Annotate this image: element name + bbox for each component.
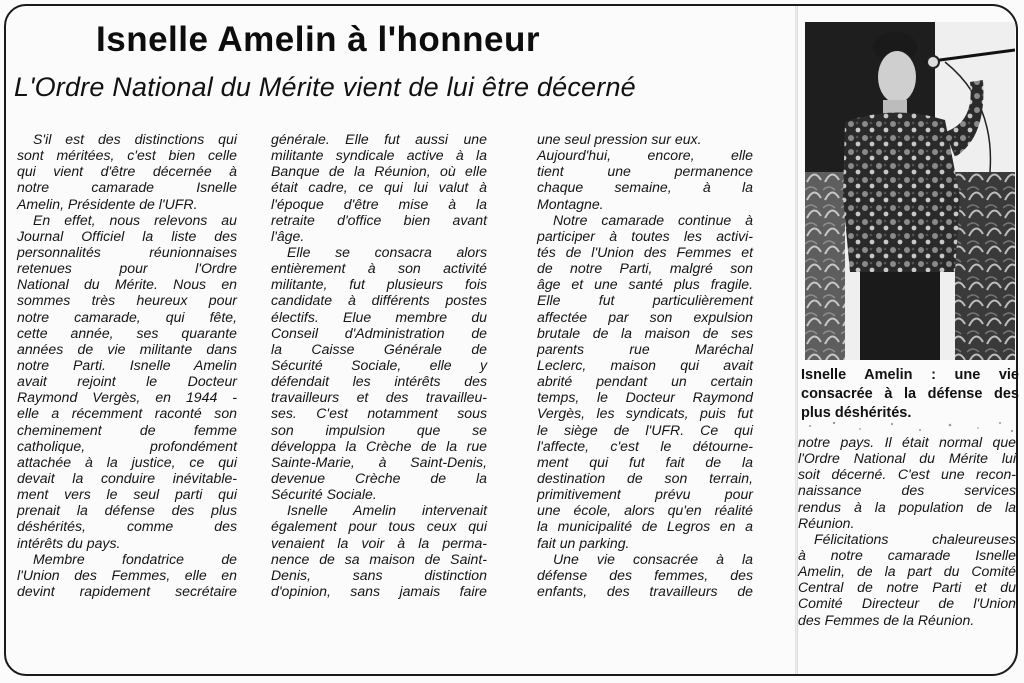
text-line: catholique, profondément — [17, 437, 237, 454]
text-line: venaient la voir à la perma- — [271, 534, 487, 551]
article-headline: Isnelle Amelin à l'honneur — [96, 20, 541, 59]
text-line: Sainte-Marie, à Saint-Denis, — [271, 453, 487, 470]
text-line: Amelin, Présidente de l'UFR. — [17, 195, 198, 212]
text-line: prenait la défense des plus — [17, 502, 237, 519]
text-line: abrité pendant un certain — [537, 373, 753, 390]
portrait-photo — [805, 22, 1015, 360]
text-line: National du Mérite. Nous en — [17, 276, 237, 293]
text-line: une école, alors qu'en réalité — [537, 502, 753, 519]
text-line: Conseil d'Administration de — [271, 324, 487, 341]
text-line: la Caisse Générale de — [271, 340, 487, 357]
text-line: à notre camarade Isnelle — [798, 546, 1016, 563]
text-line: générale. Elle fut aussi une — [271, 131, 487, 147]
text-line: Isnelle Amelin intervenait — [287, 502, 487, 519]
article-column-1 — [17, 131, 237, 599]
text-line: naissance des services — [798, 482, 1016, 499]
text-line: de notre Parti, malgré son — [537, 260, 753, 277]
text-line: l'affecte, c'est le détourne- — [537, 437, 753, 454]
text-line: l'Union des Femmes, elle en — [17, 566, 237, 583]
text-line: rendus à la population de la — [798, 498, 1016, 515]
text-line: était cadre, ce qui lui valut à — [271, 179, 487, 196]
text-line: l'Ordre National du Mérite lui — [798, 450, 1016, 467]
text-line: En effet, nous relevons au — [33, 211, 237, 228]
text-line: attachée à la justice, ce qui — [17, 453, 237, 470]
text-line: Isnelle Amelin : une vie — [801, 367, 1019, 383]
text-line: tient une permanence — [537, 163, 753, 180]
text-line: Amelin, de la part du Comité — [798, 563, 1016, 580]
text-line: sommes très heureux pour — [17, 292, 237, 309]
text-line: déshérités, comme des — [17, 518, 237, 535]
text-line: plus déshérités. — [801, 405, 912, 421]
text-line: primitivement prévu pour — [537, 486, 753, 503]
text-line: Une vie consacrée à la — [553, 550, 753, 567]
text-line: nence de sa maison de Saint- — [271, 550, 487, 567]
text-line: défendait les intérêts des — [271, 373, 487, 390]
text-line: consacrée à la défense des — [801, 386, 1019, 402]
print-smudge — [800, 418, 1020, 436]
text-line: militante, fut plusieurs fois — [271, 276, 487, 293]
text-line: le siège de l'UFR. Ce qui — [537, 421, 753, 438]
text-line: soit décerné. C'est une recon- — [798, 466, 1016, 483]
text-line: défense des femmes, des — [537, 566, 753, 583]
text-line: notre camarade Isnelle — [17, 179, 237, 196]
text-line: Vergès, les syndicats, puis fut — [537, 405, 753, 422]
text-line: Sécurité Sociale. — [271, 486, 377, 503]
text-line: parents rue Maréchal — [537, 340, 753, 357]
text-line: Comité Directeur de l'Union — [798, 595, 1016, 612]
text-line: participer à toutes les activi- — [537, 227, 753, 244]
text-line: notre camarade, qui fête, — [17, 308, 237, 325]
text-line: brutale de la maison de ses — [537, 324, 753, 341]
text-line: retenues pour l'Ordre — [17, 260, 237, 277]
text-line: l'époque d'être mise à la — [271, 195, 487, 212]
text-line: ment qui fut fait de la — [537, 453, 753, 470]
text-line: personnalités réunionnaises — [17, 243, 237, 260]
text-line: devait la conduire inévitable- — [17, 469, 237, 486]
text-line: Central de notre Parti et du — [798, 579, 1016, 596]
text-line: l'âge. — [271, 227, 305, 244]
text-line: également pour tous ceux qui — [271, 518, 487, 535]
text-line: enfants, des travailleurs de — [537, 582, 753, 599]
text-line: fait un parking. — [537, 534, 630, 551]
text-line: d'opinion, sans jamais faire — [271, 582, 487, 599]
text-line: sont méritées, c'est bien celle — [17, 147, 237, 164]
text-line: Montagne. — [537, 195, 604, 212]
text-line: Denis, sans distinction — [271, 566, 487, 583]
text-line: travailleurs et des travailleu- — [271, 389, 487, 406]
text-line: notre Parti. Isnelle Amelin — [17, 356, 237, 373]
text-line: cheminement de femme — [17, 421, 237, 438]
text-line: Aujourd'hui, encore, elle — [537, 147, 753, 164]
text-line: qui vient d'être décernée à — [17, 163, 237, 180]
portrait-photo-illustration — [805, 22, 1015, 360]
text-line: ses. C'est notamment sous — [271, 405, 487, 422]
article-column-4 — [798, 434, 1016, 628]
text-line: électifs. Elue membre du — [271, 308, 487, 325]
text-line: devenue Crèche de la — [271, 469, 487, 486]
text-line: années de vie militante dans — [17, 340, 237, 357]
text-line: S'il est des distinctions qui — [33, 131, 237, 147]
text-line: entièrement à son activité — [271, 260, 487, 277]
text-line: Sécurité Sociale, elle y — [271, 356, 487, 373]
text-line: Réunion. — [798, 514, 855, 531]
text-line: affectée par son expulsion — [537, 308, 753, 325]
photo-caption — [801, 366, 1019, 423]
text-line: avait rejoint le Docteur — [17, 373, 237, 390]
text-line: Banque de la Réunion, où elle — [271, 163, 487, 180]
text-line: des Femmes de la Réunion. — [798, 611, 975, 628]
text-line: Raymond Vergès, en 1944 - — [17, 389, 237, 406]
article-column-2 — [271, 131, 487, 599]
text-line: ment vers le seul parti qui — [17, 486, 237, 503]
text-line: tés de l'Union des Femmes et — [537, 243, 753, 260]
text-line: destination de son terrain, — [537, 469, 753, 486]
text-line: Journal Officiel la liste des — [17, 227, 237, 244]
text-line: la municipalité de Legros en a — [537, 518, 753, 535]
text-line: développa la Crèche de la rue — [271, 437, 487, 454]
text-line: Notre camarade continue à — [553, 211, 753, 228]
text-line: chaque semaine, à la — [537, 179, 753, 196]
text-line: Félicitations chaleureuses — [814, 530, 1016, 547]
text-line: Leclerc, maison qui avait — [537, 356, 753, 373]
text-line: Elle se consacra alors — [287, 243, 487, 260]
text-line: temps, le Docteur Raymond — [537, 389, 753, 406]
text-line: Elle fut particulièrement — [537, 292, 753, 309]
text-line: une seul pression sur eux. — [537, 131, 702, 147]
text-line: retraite d'office bien avant — [271, 211, 487, 228]
text-line: candidate à différents postes — [271, 292, 487, 309]
text-line: militante syndicale active à la — [271, 147, 487, 164]
text-line: devint rapidement secrétaire — [17, 582, 237, 599]
text-line: notre pays. Il était normal que — [798, 434, 1016, 450]
article-column-3 — [537, 131, 753, 599]
text-line: Membre fondatrice de — [33, 550, 237, 567]
text-line: intérêts du pays. — [17, 534, 121, 551]
text-line: elle a récemment raconté son — [17, 405, 237, 422]
text-line: âge et une santé plus fragile. — [537, 276, 753, 293]
text-line: cette année, ses quarante — [17, 324, 237, 341]
text-line: son impulsion que se — [271, 421, 487, 438]
article-subheadline: L'Ordre National du Mérite vient de lui être décerné — [14, 72, 636, 102]
